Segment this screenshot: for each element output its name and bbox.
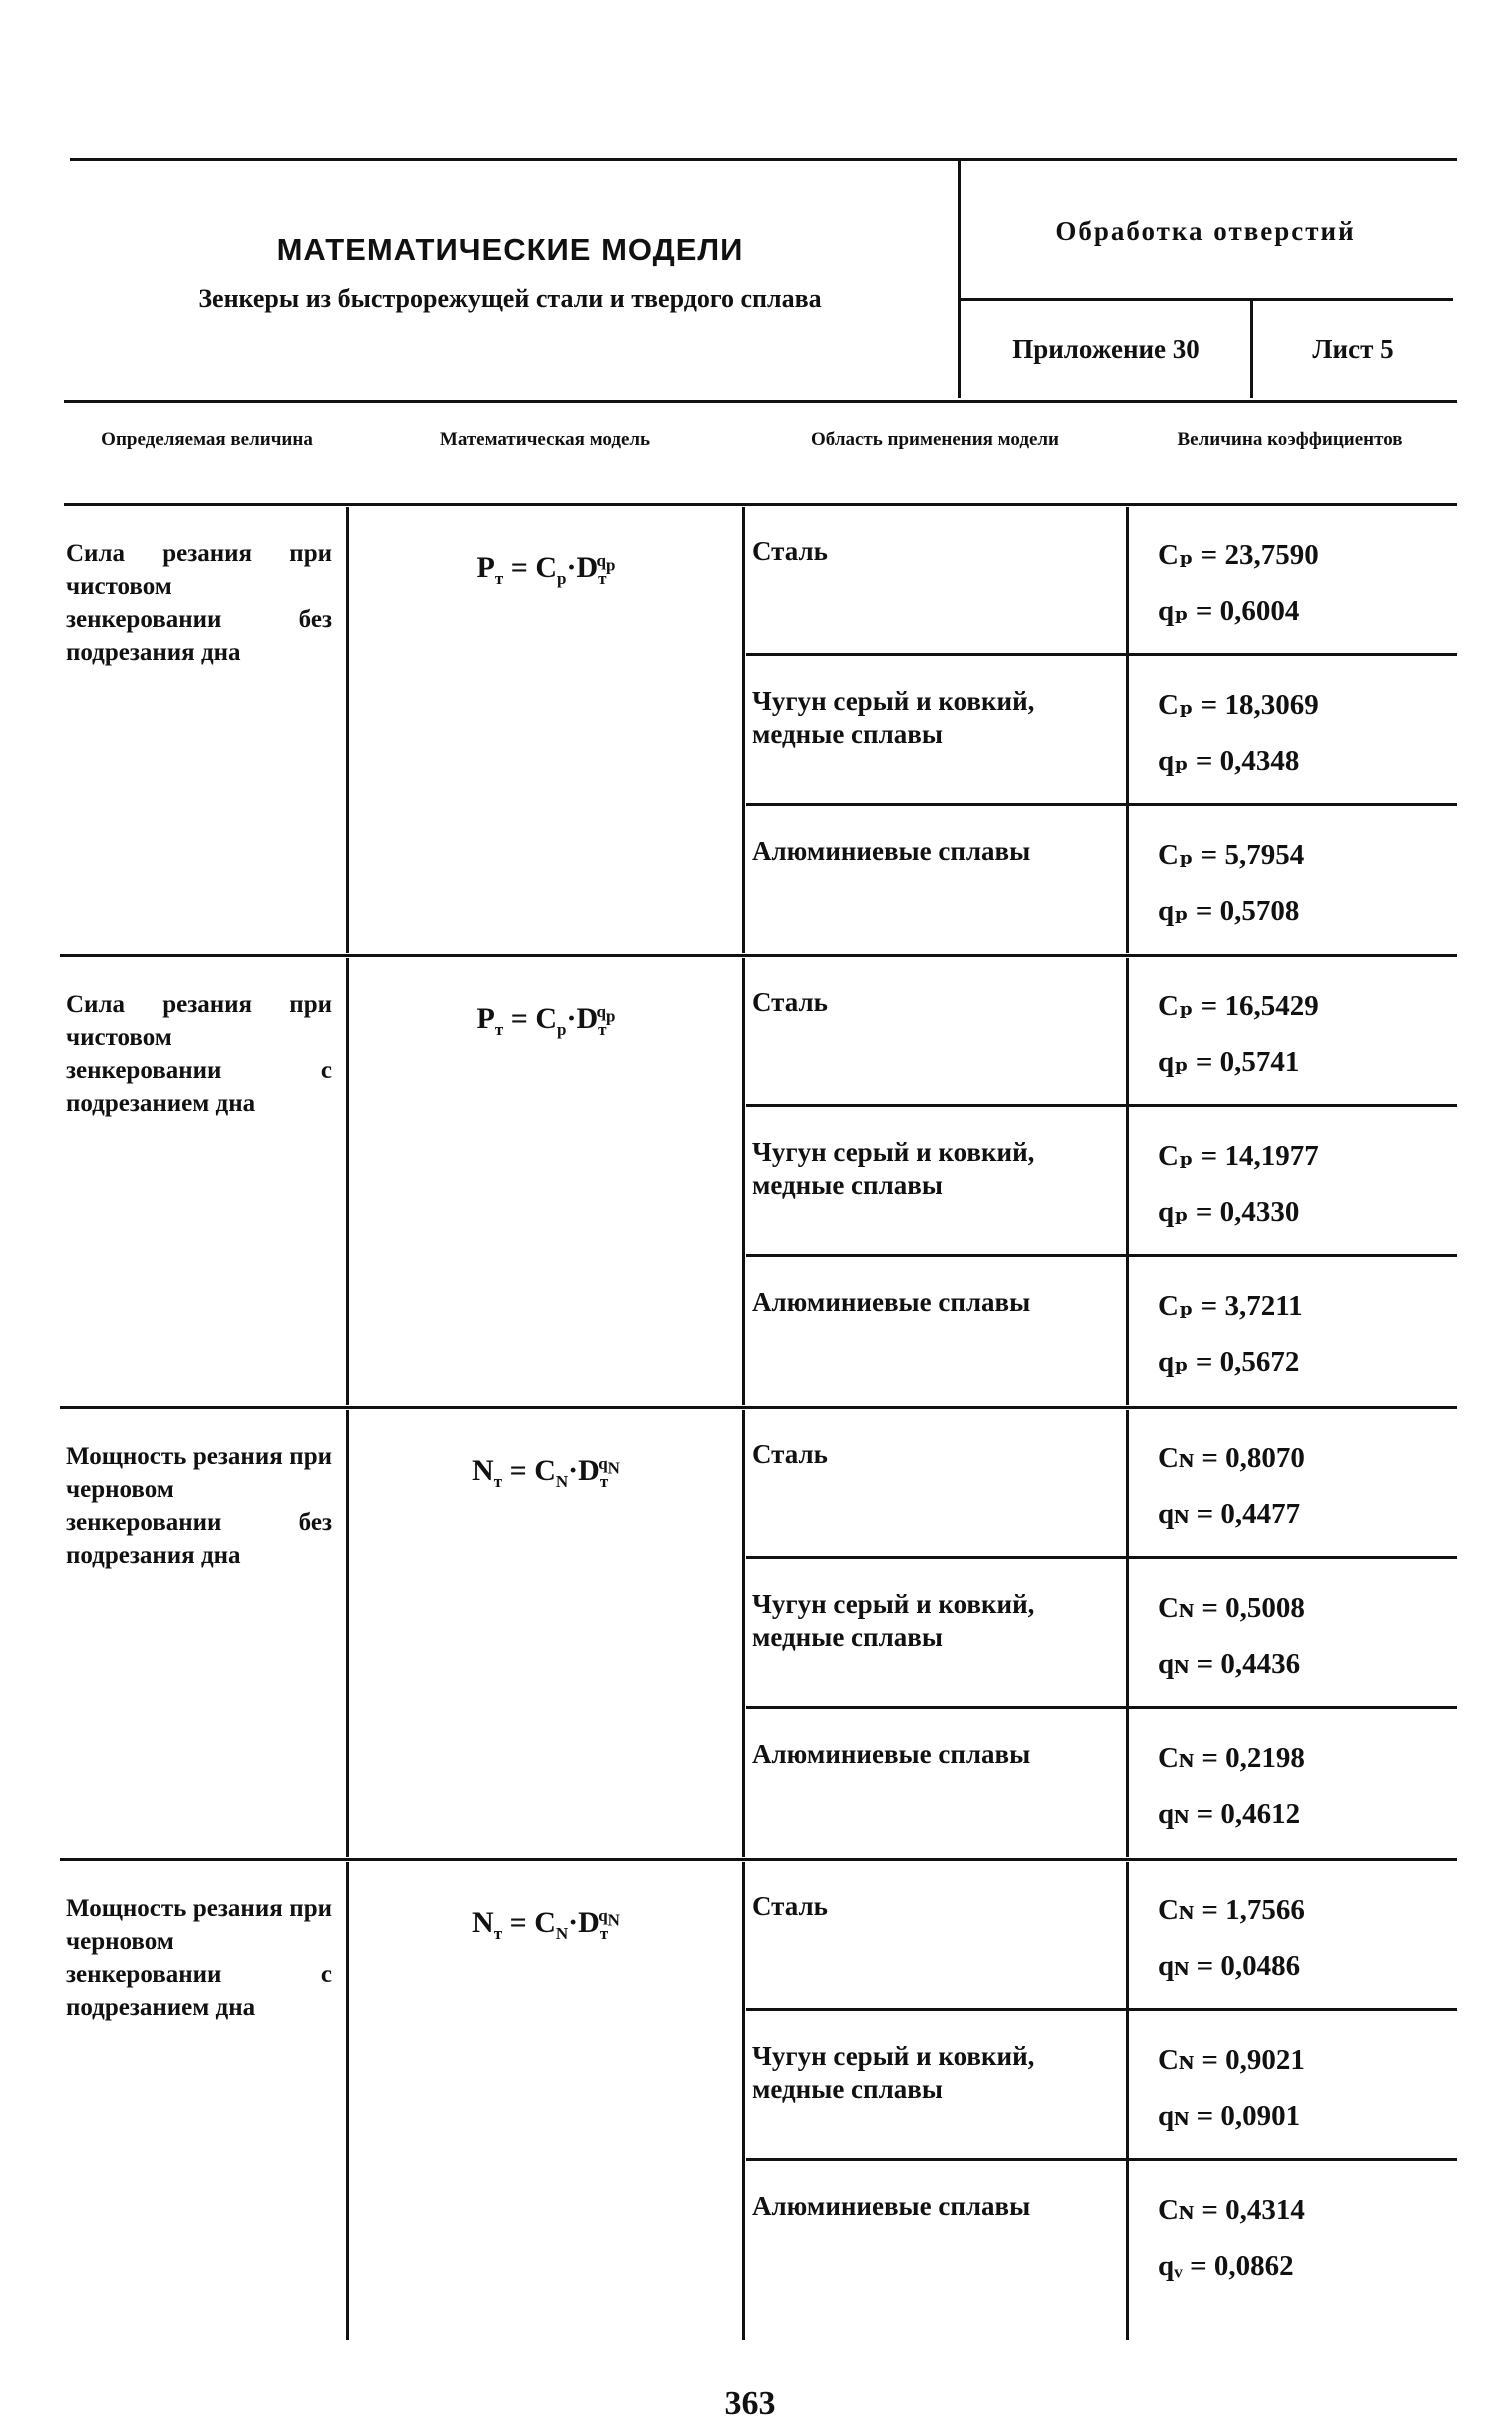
coefficient-value: 0,0862: [1213, 2250, 1294, 2282]
equals-sign: =: [1193, 990, 1225, 1022]
coefficient-value: 0,4612: [1220, 1798, 1301, 1830]
coefficient-q: [1158, 583, 1448, 639]
formula-part: D: [576, 1002, 599, 1035]
coefficient-q: [1158, 1486, 1448, 1542]
formula-part: p: [557, 569, 567, 588]
coefficient-value: 0,5741: [1219, 1046, 1300, 1078]
equals-sign: =: [1188, 595, 1220, 627]
area-cell: Чугун серый и ковкий, медные сплавы: [752, 1589, 1035, 1652]
coefficient-value: 0,4436: [1220, 1648, 1301, 1680]
column-rule-model: [742, 507, 745, 953]
coefficient-c: [1158, 1730, 1448, 1786]
formula-exponent: [596, 551, 616, 575]
coefficient-label: Cₚ: [1158, 1290, 1194, 1322]
column-rule-quantity: [346, 1862, 349, 2340]
equals-sign: =: [1189, 1950, 1221, 1982]
column-header-coefficients: Величина коэффициентов: [1177, 429, 1403, 450]
formula-exponent: [596, 1002, 616, 1026]
coefficient-label: Cₚ: [1158, 1140, 1194, 1172]
formula-part: q: [596, 1002, 606, 1021]
column-header-area: Область применения модели: [811, 429, 1059, 450]
equals-sign: =: [1182, 2250, 1214, 2282]
formula-part: т: [599, 1472, 609, 1491]
coefficient-value: 0,4348: [1219, 745, 1300, 777]
equals-sign: =: [1193, 689, 1225, 721]
formula-part: p: [605, 555, 616, 575]
equals-sign: =: [1189, 2100, 1221, 2132]
row-rule: [746, 1706, 1457, 1709]
coefficient-label: qₚ: [1158, 1346, 1189, 1378]
equals-sign: =: [1188, 1196, 1220, 1228]
coefficient-value: 0,2198: [1225, 1742, 1305, 1774]
formula-part: ·: [566, 1002, 577, 1035]
equals-sign: =: [1188, 895, 1220, 927]
coefficient-cell: [1158, 1730, 1448, 1842]
area-cell: Сталь: [752, 536, 828, 566]
area-cell: Сталь: [752, 1439, 828, 1469]
formula-part: C: [535, 551, 557, 584]
coefficient-cell: [1158, 1278, 1448, 1390]
coefficient-c: [1158, 1278, 1448, 1334]
quantity-cell: Сила резания при чистовом зенкеровании с подрезанием дна: [66, 991, 332, 1117]
formula-part: т: [494, 1020, 504, 1039]
coefficient-cell: [1158, 1128, 1448, 1240]
formula-part: N: [472, 1906, 494, 1939]
coefficient-value: 18,3069: [1224, 689, 1319, 721]
column-header-model: Математическая модель: [439, 429, 651, 450]
formula-part: =: [503, 1002, 536, 1035]
coefficient-q: [1158, 733, 1448, 789]
coefficient-c: [1158, 827, 1448, 883]
coefficient-label: qₚ: [1158, 1046, 1189, 1078]
document-title: МАТЕМАТИЧЕСКИЕ МОДЕЛИ: [276, 232, 744, 267]
coefficient-value: 3,7211: [1224, 1290, 1303, 1322]
formula-part: C: [534, 1454, 556, 1487]
row-rule: [746, 2158, 1457, 2161]
formula-part: N: [555, 1924, 569, 1943]
coefficient-cell: [1158, 827, 1448, 939]
coefficient-value: 14,1977: [1224, 1140, 1319, 1172]
coefficient-c: [1158, 1430, 1448, 1486]
equals-sign: =: [1194, 1894, 1226, 1926]
equals-sign: =: [1194, 1592, 1226, 1624]
coefficient-label: qₚ: [1158, 1196, 1189, 1228]
formula-part: C: [535, 1002, 557, 1035]
appendix-label: Приложение 30: [1012, 334, 1200, 364]
area-cell: Алюминиевые сплавы: [752, 1287, 1031, 1317]
coefficient-value: 0,9021: [1225, 2044, 1305, 2076]
top-rule: [70, 158, 1457, 161]
header-inner-rule: [958, 298, 1453, 301]
column-rule-area: [1126, 1410, 1129, 1857]
group-rule: [60, 954, 1457, 957]
formula-part: =: [502, 1454, 535, 1487]
area-cell: Алюминиевые сплавы: [752, 2191, 1031, 2221]
formula-part: =: [503, 551, 536, 584]
formula-part: q: [596, 551, 606, 570]
coefficient-q: [1158, 1636, 1448, 1692]
coefficient-value: 0,5708: [1219, 895, 1300, 927]
coefficient-c: [1158, 2032, 1448, 2088]
equals-sign: =: [1188, 745, 1220, 777]
formula-part: p: [557, 1020, 567, 1039]
coefficient-label: Cɴ: [1158, 1442, 1195, 1474]
row-rule: [746, 1104, 1457, 1107]
coefficient-label: Cₚ: [1158, 689, 1194, 721]
column-header-bottom-rule: [64, 503, 1457, 506]
coefficient-cell: [1158, 677, 1448, 789]
formula-part: т: [493, 1924, 503, 1943]
formula-part: т: [494, 569, 504, 588]
equals-sign: =: [1193, 539, 1225, 571]
formula-part: D: [578, 1454, 600, 1487]
page-number: 363: [724, 2385, 776, 2422]
equals-sign: =: [1193, 839, 1225, 871]
coefficient-q: [1158, 1334, 1448, 1390]
formula-part: N: [555, 1472, 569, 1491]
coefficient-q: [1158, 2238, 1448, 2294]
coefficient-q: [1158, 1938, 1448, 1994]
coefficient-q: [1158, 1034, 1448, 1090]
coefficient-label: qₚ: [1158, 595, 1189, 627]
row-rule: [746, 803, 1457, 806]
formula-part: =: [502, 1906, 535, 1939]
coefficient-label: qɴ: [1158, 2100, 1190, 2132]
section-label: Обработка отверстий: [1055, 216, 1356, 246]
coefficient-label: qɴ: [1158, 1798, 1190, 1830]
row-rule: [746, 2008, 1457, 2011]
coefficient-c: [1158, 1882, 1448, 1938]
coefficient-value: 0,5008: [1225, 1592, 1305, 1624]
area-cell: Чугун серый и ковкий, медные сплавы: [752, 2041, 1035, 2104]
formula-part: N: [607, 1910, 620, 1930]
column-rule-area: [1126, 507, 1129, 953]
formula-part: P: [476, 1002, 495, 1035]
coefficient-value: 0,0486: [1220, 1950, 1301, 1982]
formula-part: P: [476, 551, 495, 584]
column-rule-quantity: [346, 958, 349, 1405]
coefficient-cell: [1158, 2182, 1448, 2294]
coefficient-cell: [1158, 978, 1448, 1090]
coefficient-label: Cɴ: [1158, 1894, 1195, 1926]
column-rule-model: [742, 958, 745, 1405]
area-cell: Алюминиевые сплавы: [752, 1739, 1031, 1769]
equals-sign: =: [1189, 1498, 1221, 1530]
area-cell: Алюминиевые сплавы: [752, 836, 1031, 866]
coefficient-cell: [1158, 2032, 1448, 2144]
column-rule-area: [1126, 1862, 1129, 2340]
formula-cell: [350, 1002, 742, 1040]
coefficient-label: qₚ: [1158, 745, 1189, 777]
coefficient-value: 5,7954: [1224, 839, 1305, 871]
coefficient-q: [1158, 1184, 1448, 1240]
coefficient-label: Cɴ: [1158, 1742, 1195, 1774]
coefficient-value: 0,4330: [1219, 1196, 1300, 1228]
equals-sign: =: [1193, 1290, 1225, 1322]
coefficient-cell: [1158, 1580, 1448, 1692]
coefficient-label: qɴ: [1158, 1648, 1190, 1680]
quantity-cell: Сила резания при чистовом зенкеровании без подрезания дна: [66, 540, 332, 666]
equals-sign: =: [1188, 1046, 1220, 1078]
coefficient-c: [1158, 1128, 1448, 1184]
coefficient-label: Cₚ: [1158, 990, 1194, 1022]
formula-part: т: [598, 569, 607, 588]
coefficient-label: Cɴ: [1158, 2044, 1195, 2076]
coefficient-label: Cₚ: [1158, 539, 1194, 571]
coefficient-c: [1158, 677, 1448, 733]
area-cell: Сталь: [752, 1891, 828, 1921]
area-cell: Чугун серый и ковкий, медные сплавы: [752, 1137, 1035, 1200]
column-rule-quantity: [346, 1410, 349, 1857]
equals-sign: =: [1189, 1798, 1221, 1830]
document-subtitle: Зенкеры из быстрорежущей стали и твердого сплава: [198, 284, 822, 313]
equals-sign: =: [1194, 1442, 1226, 1474]
row-rule: [746, 1254, 1457, 1257]
coefficient-value: 0,0901: [1220, 2100, 1301, 2132]
formula-part: N: [472, 1454, 494, 1487]
formula-part: ·: [566, 551, 577, 584]
coefficient-label: qᵥ: [1158, 2250, 1183, 2282]
column-header-quantity: Определяемая величина: [101, 429, 313, 450]
coefficient-value: 0,4314: [1225, 2194, 1305, 2226]
coefficient-c: [1158, 1580, 1448, 1636]
coefficient-c: [1158, 2182, 1448, 2238]
coefficient-label: Cɴ: [1158, 1592, 1195, 1624]
header-divider: [958, 158, 961, 398]
coefficient-value: 0,8070: [1225, 1442, 1305, 1474]
equals-sign: =: [1194, 2044, 1226, 2076]
coefficient-value: 23,7590: [1224, 539, 1319, 571]
formula-part: ·: [568, 1906, 579, 1939]
formula-cell: [350, 1906, 742, 1944]
coefficient-cell: [1158, 1430, 1448, 1542]
coefficient-value: 0,6004: [1219, 595, 1300, 627]
coefficient-label: Cɴ: [1158, 2194, 1195, 2226]
quantity-cell: Мощность резания при черновом зенкеровании без подрезания дна: [66, 1443, 332, 1569]
formula-part: N: [607, 1458, 620, 1478]
coefficient-label: qₚ: [1158, 895, 1189, 927]
formula-part: т: [493, 1472, 503, 1491]
formula-exponent: [598, 1906, 620, 1930]
column-header-top-rule: [64, 400, 1457, 403]
coefficient-q: [1158, 2088, 1448, 2144]
formula-cell: [350, 1454, 742, 1492]
column-rule-area: [1126, 958, 1129, 1405]
row-rule: [746, 653, 1457, 656]
formula-part: т: [598, 1020, 607, 1039]
formula-part: D: [576, 551, 599, 584]
formula-part: т: [599, 1924, 609, 1943]
coefficient-cell: [1158, 527, 1448, 639]
area-cell: Чугун серый и ковкий, медные сплавы: [752, 686, 1035, 749]
coefficient-value: 16,5429: [1224, 990, 1319, 1022]
group-rule: [60, 1858, 1457, 1861]
group-rule: [60, 1406, 1457, 1409]
column-rule-model: [742, 1862, 745, 2340]
formula-part: q: [598, 1906, 608, 1925]
quantity-cell: Мощность резания при черновом зенкеровании с подрезанием дна: [66, 1895, 332, 2021]
coefficient-c: [1158, 527, 1448, 583]
equals-sign: =: [1189, 1648, 1221, 1680]
formula-part: C: [534, 1906, 556, 1939]
equals-sign: =: [1188, 1346, 1220, 1378]
formula-exponent: [598, 1454, 620, 1478]
coefficient-q: [1158, 883, 1448, 939]
equals-sign: =: [1194, 2194, 1226, 2226]
coefficient-label: Cₚ: [1158, 839, 1194, 871]
column-rule-model: [742, 1410, 745, 1857]
formula-part: D: [578, 1906, 600, 1939]
equals-sign: =: [1194, 1742, 1226, 1774]
formula-part: p: [605, 1006, 616, 1026]
column-rule-quantity: [346, 507, 349, 953]
coefficient-label: qɴ: [1158, 1498, 1190, 1530]
coefficient-q: [1158, 1786, 1448, 1842]
formula-part: ·: [568, 1454, 579, 1487]
coefficient-value: 0,5672: [1219, 1346, 1300, 1378]
row-rule: [746, 1556, 1457, 1559]
coefficient-label: qɴ: [1158, 1950, 1190, 1982]
area-cell: Сталь: [752, 987, 828, 1017]
coefficient-c: [1158, 978, 1448, 1034]
coefficient-value: 0,4477: [1220, 1498, 1301, 1530]
sheet-label: Лист 5: [1312, 334, 1394, 364]
equals-sign: =: [1193, 1140, 1225, 1172]
coefficient-value: 1,7566: [1225, 1894, 1305, 1926]
formula-part: q: [598, 1454, 608, 1473]
coefficient-cell: [1158, 1882, 1448, 1994]
formula-cell: [350, 551, 742, 589]
